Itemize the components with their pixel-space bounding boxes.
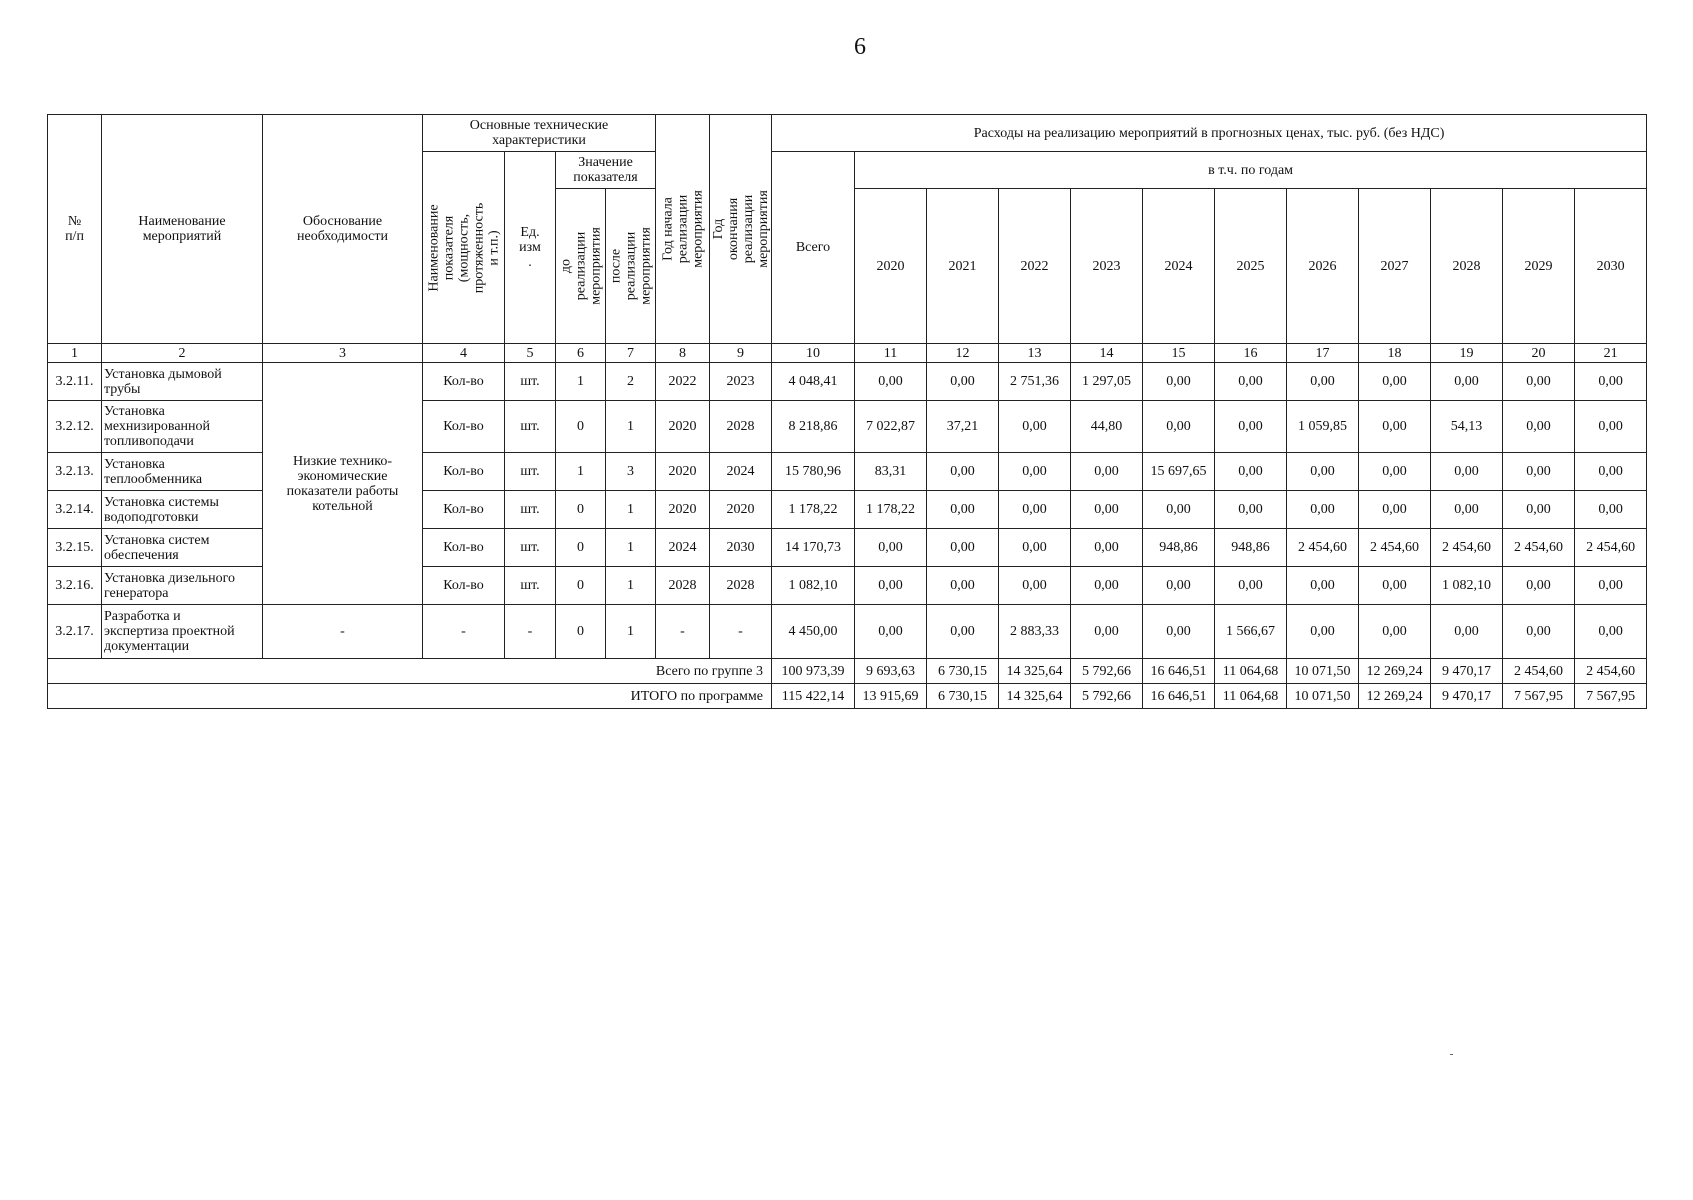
total-2027: 12 269,24 (1359, 684, 1431, 709)
cost-2028: 0,00 (1431, 453, 1503, 491)
header-year-2022: 2022 (999, 189, 1071, 344)
header-year-2029: 2029 (1503, 189, 1575, 344)
cost-2023: 0,00 (1071, 529, 1143, 567)
column-number: 8 (656, 344, 710, 363)
cost-2028: 54,13 (1431, 401, 1503, 453)
header-year-2026: 2026 (1287, 189, 1359, 344)
header-name: Наименование мероприятий (102, 115, 263, 344)
unit: шт. (505, 453, 556, 491)
header-expenses-group: Расходы на реализацию мероприятий в прогнозных ценах, тыс. руб. (без НДС) (772, 115, 1647, 152)
cost-2022: 0,00 (999, 491, 1071, 529)
cost-2030: 0,00 (1575, 605, 1647, 659)
total-2029: 2 454,60 (1503, 659, 1575, 684)
header-year-2027: 2027 (1359, 189, 1431, 344)
total-2025: 11 064,68 (1215, 684, 1287, 709)
cost-2023: 0,00 (1071, 605, 1143, 659)
scan-speck (1450, 1054, 1453, 1055)
start-year: 2022 (656, 363, 710, 401)
total-label: ИТОГО по программе (48, 684, 772, 709)
column-number: 2 (102, 344, 263, 363)
column-number: 6 (556, 344, 606, 363)
start-year: 2024 (656, 529, 710, 567)
cost-2021: 0,00 (927, 453, 999, 491)
justification-shared: Низкие технико- экономические показатели работы котельной (263, 363, 423, 605)
total-2028: 9 470,17 (1431, 684, 1503, 709)
cost-2027: 0,00 (1359, 453, 1431, 491)
value-before: 1 (556, 453, 606, 491)
column-number: 16 (1215, 344, 1287, 363)
cost-2027: 0,00 (1359, 363, 1431, 401)
cost-2025: 1 566,67 (1215, 605, 1287, 659)
column-number: 4 (423, 344, 505, 363)
total-2023: 5 792,66 (1071, 684, 1143, 709)
cost-2020: 0,00 (855, 529, 927, 567)
header-value-group: Значение показателя (556, 152, 656, 189)
total-cost: 14 170,73 (772, 529, 855, 567)
cost-2030: 0,00 (1575, 401, 1647, 453)
cost-2030: 0,00 (1575, 567, 1647, 605)
cost-2024: 15 697,65 (1143, 453, 1215, 491)
header-year-2030: 2030 (1575, 189, 1647, 344)
total-2023: 5 792,66 (1071, 659, 1143, 684)
value-after: 1 (606, 605, 656, 659)
measure-name: Установка системы водоподготовки (102, 491, 263, 529)
cost-2026: 0,00 (1287, 453, 1359, 491)
cost-2020: 0,00 (855, 363, 927, 401)
row-number: 3.2.12. (48, 401, 102, 453)
value-after: 3 (606, 453, 656, 491)
cost-2030: 0,00 (1575, 363, 1647, 401)
start-year: 2020 (656, 453, 710, 491)
total-cost: 8 218,86 (772, 401, 855, 453)
value-after: 1 (606, 567, 656, 605)
column-number: 18 (1359, 344, 1431, 363)
page-number: 6 (854, 34, 866, 60)
cost-2023: 0,00 (1071, 491, 1143, 529)
column-number: 11 (855, 344, 927, 363)
cost-2025: 0,00 (1215, 567, 1287, 605)
indicator-name: Кол-во (423, 363, 505, 401)
cost-2029: 0,00 (1503, 363, 1575, 401)
cost-2023: 0,00 (1071, 567, 1143, 605)
total-cost: 1 082,10 (772, 567, 855, 605)
column-number: 15 (1143, 344, 1215, 363)
expenses-table (47, 114, 1647, 709)
column-number: 17 (1287, 344, 1359, 363)
start-year: 2028 (656, 567, 710, 605)
cost-2026: 0,00 (1287, 363, 1359, 401)
cost-2026: 0,00 (1287, 567, 1359, 605)
column-number: 7 (606, 344, 656, 363)
cost-2028: 0,00 (1431, 605, 1503, 659)
table-row (48, 605, 1647, 659)
cost-2022: 0,00 (999, 401, 1071, 453)
unit: шт. (505, 567, 556, 605)
start-year: - (656, 605, 710, 659)
cost-2029: 0,00 (1503, 605, 1575, 659)
cost-2022: 0,00 (999, 453, 1071, 491)
cost-2025: 0,00 (1215, 453, 1287, 491)
end-year: 2020 (710, 491, 772, 529)
start-year: 2020 (656, 401, 710, 453)
cost-2030: 2 454,60 (1575, 529, 1647, 567)
cost-2020: 0,00 (855, 605, 927, 659)
cost-2027: 0,00 (1359, 401, 1431, 453)
header-year-2020: 2020 (855, 189, 927, 344)
table-row (48, 363, 1647, 401)
unit: шт. (505, 363, 556, 401)
end-year: 2030 (710, 529, 772, 567)
total-2021: 6 730,15 (927, 659, 999, 684)
cost-2022: 2 883,33 (999, 605, 1071, 659)
cost-2025: 0,00 (1215, 363, 1287, 401)
total-label: Всего по группе 3 (48, 659, 772, 684)
cost-2027: 0,00 (1359, 567, 1431, 605)
total-cost: 15 780,96 (772, 453, 855, 491)
header-num: № п/п (48, 115, 102, 344)
cost-2021: 0,00 (927, 529, 999, 567)
cost-2026: 2 454,60 (1287, 529, 1359, 567)
value-before: 0 (556, 567, 606, 605)
header-justification: Обоснование необходимости (263, 115, 423, 344)
cost-2024: 0,00 (1143, 567, 1215, 605)
total-2024: 16 646,51 (1143, 659, 1215, 684)
cost-2020: 83,31 (855, 453, 927, 491)
cost-2027: 2 454,60 (1359, 529, 1431, 567)
header-start-year: Год начала реализации мероприятия (656, 115, 710, 344)
value-after: 2 (606, 363, 656, 401)
cost-2029: 0,00 (1503, 401, 1575, 453)
header-unit: Ед. изм . (505, 152, 556, 344)
cost-2025: 0,00 (1215, 491, 1287, 529)
cost-2021: 37,21 (927, 401, 999, 453)
table-header (48, 115, 1647, 344)
indicator-name: Кол-во (423, 491, 505, 529)
cost-2022: 0,00 (999, 567, 1071, 605)
end-year: 2028 (710, 401, 772, 453)
header-end-year: Год окончания реализации мероприятия (710, 115, 772, 344)
cost-2023: 1 297,05 (1071, 363, 1143, 401)
end-year: 2024 (710, 453, 772, 491)
end-year: - (710, 605, 772, 659)
total-2022: 14 325,64 (999, 659, 1071, 684)
column-number: 12 (927, 344, 999, 363)
column-number: 9 (710, 344, 772, 363)
total-cost: 1 178,22 (772, 491, 855, 529)
column-number: 3 (263, 344, 423, 363)
value-before: 0 (556, 401, 606, 453)
unit: шт. (505, 401, 556, 453)
header-by-years: в т.ч. по годам (855, 152, 1647, 189)
cost-2024: 0,00 (1143, 491, 1215, 529)
cost-2026: 0,00 (1287, 605, 1359, 659)
unit: - (505, 605, 556, 659)
cost-2021: 0,00 (927, 363, 999, 401)
total-2030: 7 567,95 (1575, 684, 1647, 709)
cost-2024: 0,00 (1143, 363, 1215, 401)
total-cost: 4 048,41 (772, 363, 855, 401)
header-year-2024: 2024 (1143, 189, 1215, 344)
indicator-name: Кол-во (423, 567, 505, 605)
cost-2026: 0,00 (1287, 491, 1359, 529)
cost-2021: 0,00 (927, 605, 999, 659)
program-total-row (48, 684, 1647, 709)
end-year: 2028 (710, 567, 772, 605)
column-number: 1 (48, 344, 102, 363)
column-number: 13 (999, 344, 1071, 363)
measure-name: Установка дымовой трубы (102, 363, 263, 401)
value-after: 1 (606, 401, 656, 453)
cost-2022: 2 751,36 (999, 363, 1071, 401)
total-2027: 12 269,24 (1359, 659, 1431, 684)
header-after: после реализации мероприятия (606, 189, 656, 344)
cost-2030: 0,00 (1575, 491, 1647, 529)
measure-name: Установка систем обеспечения (102, 529, 263, 567)
column-number: 20 (1503, 344, 1575, 363)
cost-2029: 0,00 (1503, 453, 1575, 491)
header-tech-group: Основные технические характеристики (423, 115, 656, 152)
cost-2020: 7 022,87 (855, 401, 927, 453)
column-number: 5 (505, 344, 556, 363)
cost-2028: 2 454,60 (1431, 529, 1503, 567)
cost-2020: 1 178,22 (855, 491, 927, 529)
cost-2021: 0,00 (927, 491, 999, 529)
cost-2025: 948,86 (1215, 529, 1287, 567)
total-2025: 11 064,68 (1215, 659, 1287, 684)
cost-2024: 0,00 (1143, 605, 1215, 659)
total-2021: 6 730,15 (927, 684, 999, 709)
cost-2023: 0,00 (1071, 453, 1143, 491)
cost-2029: 0,00 (1503, 491, 1575, 529)
header-year-2023: 2023 (1071, 189, 1143, 344)
cost-2029: 2 454,60 (1503, 529, 1575, 567)
total-2024: 16 646,51 (1143, 684, 1215, 709)
value-after: 1 (606, 491, 656, 529)
indicator-name: Кол-во (423, 529, 505, 567)
row-number: 3.2.15. (48, 529, 102, 567)
justification: - (263, 605, 423, 659)
total-2020: 13 915,69 (855, 684, 927, 709)
header-year-2025: 2025 (1215, 189, 1287, 344)
cost-2027: 0,00 (1359, 605, 1431, 659)
end-year: 2023 (710, 363, 772, 401)
value-before: 0 (556, 529, 606, 567)
cost-2028: 0,00 (1431, 491, 1503, 529)
cost-2022: 0,00 (999, 529, 1071, 567)
value-before: 0 (556, 605, 606, 659)
group-total-row (48, 659, 1647, 684)
total-2026: 10 071,50 (1287, 684, 1359, 709)
header-before: до реализации мероприятия (556, 189, 606, 344)
cost-2024: 948,86 (1143, 529, 1215, 567)
column-number-row (48, 344, 1647, 363)
value-before: 0 (556, 491, 606, 529)
column-number: 10 (772, 344, 855, 363)
total-2028: 9 470,17 (1431, 659, 1503, 684)
column-number: 14 (1071, 344, 1143, 363)
start-year: 2020 (656, 491, 710, 529)
measure-name: Установка мехнизированной топливоподачи (102, 401, 263, 453)
total-2030: 2 454,60 (1575, 659, 1647, 684)
header-year-2021: 2021 (927, 189, 999, 344)
value-before: 1 (556, 363, 606, 401)
row-number: 3.2.13. (48, 453, 102, 491)
indicator-name: - (423, 605, 505, 659)
row-number: 3.2.14. (48, 491, 102, 529)
row-number: 3.2.11. (48, 363, 102, 401)
cost-2021: 0,00 (927, 567, 999, 605)
cost-2029: 0,00 (1503, 567, 1575, 605)
table-body (48, 363, 1647, 709)
value-after: 1 (606, 529, 656, 567)
cost-2027: 0,00 (1359, 491, 1431, 529)
total-sum: 100 973,39 (772, 659, 855, 684)
measure-name: Разработка и экспертиза проектной документации (102, 605, 263, 659)
cost-2026: 1 059,85 (1287, 401, 1359, 453)
total-2026: 10 071,50 (1287, 659, 1359, 684)
cost-2025: 0,00 (1215, 401, 1287, 453)
cost-2020: 0,00 (855, 567, 927, 605)
header-year-2028: 2028 (1431, 189, 1503, 344)
unit: шт. (505, 491, 556, 529)
total-sum: 115 422,14 (772, 684, 855, 709)
row-number: 3.2.16. (48, 567, 102, 605)
total-2022: 14 325,64 (999, 684, 1071, 709)
indicator-name: Кол-во (423, 453, 505, 491)
cost-2028: 0,00 (1431, 363, 1503, 401)
cost-2023: 44,80 (1071, 401, 1143, 453)
column-number: 21 (1575, 344, 1647, 363)
row-number: 3.2.17. (48, 605, 102, 659)
header-indicator-name: Наименование показателя (мощность, протяженность и т.п.) (423, 152, 505, 344)
cost-2028: 1 082,10 (1431, 567, 1503, 605)
measure-name: Установка дизельного генератора (102, 567, 263, 605)
cost-2030: 0,00 (1575, 453, 1647, 491)
measure-name: Установка теплообменника (102, 453, 263, 491)
total-cost: 4 450,00 (772, 605, 855, 659)
column-number: 19 (1431, 344, 1503, 363)
cost-2024: 0,00 (1143, 401, 1215, 453)
total-2020: 9 693,63 (855, 659, 927, 684)
indicator-name: Кол-во (423, 401, 505, 453)
header-total: Всего (772, 152, 855, 344)
total-2029: 7 567,95 (1503, 684, 1575, 709)
unit: шт. (505, 529, 556, 567)
